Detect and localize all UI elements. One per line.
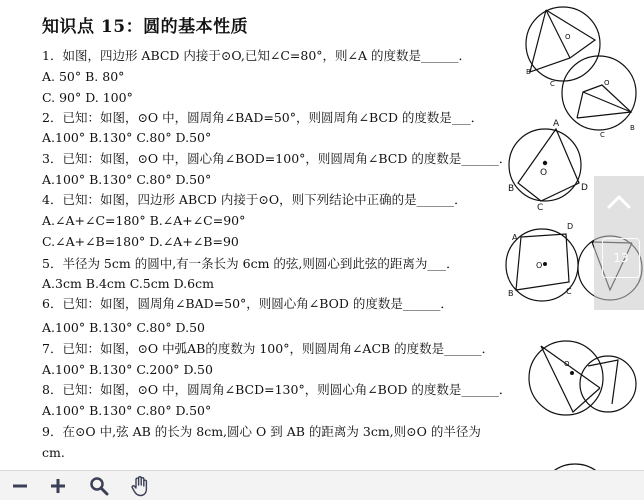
chevron-up-icon <box>606 194 632 210</box>
question-7-options: A.100° B.130° C.200° D.50 <box>42 362 213 377</box>
page-up-button[interactable] <box>594 182 644 222</box>
figure-2-label-b: B <box>630 124 635 132</box>
search-button[interactable] <box>87 474 111 498</box>
question-2: 2．已知：如图，⊙O 中，圆周角∠BAD=50°，则圆周角∠BCD 的度数是___． <box>42 110 484 125</box>
page-indicator[interactable]: 13 <box>602 238 640 278</box>
figure-3-circle <box>508 119 588 213</box>
figure-2-label-o: O <box>604 79 610 87</box>
question-5-options: A.3cm B.4cm C.5cm D.6cm <box>42 276 214 291</box>
minus-icon <box>11 477 29 495</box>
figure-1-label-c: C <box>550 80 555 88</box>
question-9-continued: cm. <box>42 445 65 460</box>
question-9: 9．在⊙O 中,弦 AB 的长为 8cm,圆心 O 到 AB 的距离为 3cm,则⊙O 的半径为 <box>42 424 481 439</box>
figure-4-label-b: B <box>508 289 514 298</box>
question-6: 6．已知：如图，圆周角∠BAD=50°，则圆心角∠BOD 的度数是______． <box>42 296 453 311</box>
figure-2-circle <box>562 56 636 139</box>
question-3: 3．已知：如图，⊙O 中，圆心角∠BOD=100°，则圆周角∠BCD 的度数是______． <box>42 151 512 166</box>
question-4: 4．已知：如图，四边形 ABCD 内接于⊙O，则下列结论中正确的是______． <box>42 192 467 207</box>
hand-icon <box>130 475 150 497</box>
figure-5-label-o: O <box>564 360 570 368</box>
figure-3-label-c: C <box>537 203 544 213</box>
question-1: 1．如图，四边形 ABCD 内接于⊙O,已知∠C=80°，则∠A 的度数是______． <box>42 48 472 63</box>
question-8: 8．已知：如图，⊙O 中，圆周角∠BCD=130°，则圆心角∠BOD 的度数是______． <box>42 382 512 397</box>
pan-hand-button[interactable] <box>128 474 152 498</box>
figure-4-label-c: C <box>566 287 572 296</box>
figure-1-label-o: O <box>565 33 571 41</box>
zoom-out-button[interactable] <box>8 474 32 498</box>
plus-icon <box>49 477 67 495</box>
viewer-toolbar <box>0 470 644 500</box>
question-1-options-ab: A. 50° B. 80° <box>42 69 125 84</box>
zoom-in-button[interactable] <box>46 474 70 498</box>
figure-4-label-d: D <box>567 222 574 231</box>
figure-4-label-a: A <box>512 233 518 242</box>
figure-3-label-o: O <box>540 168 548 178</box>
figure-1-label-b: B <box>526 68 531 76</box>
search-icon <box>89 476 109 496</box>
figure-3-label-a: A <box>553 119 560 129</box>
question-8-options: A.100° B.130° C.80° D.50° <box>42 403 212 418</box>
question-4-options-cd: C.∠A+∠B=180° D.∠A+∠B=90 <box>42 234 239 249</box>
question-6-options: A.100° B.130° C.80° D.50 <box>42 320 206 335</box>
question-2-options: A.100° B.130° C.80° D.50° <box>42 130 212 145</box>
question-4-options-ab: A.∠A+∠C=180° B.∠A+∠C=90° <box>42 213 246 228</box>
figure-5b-circle <box>580 356 636 412</box>
figure-3-label-d: D <box>581 183 588 193</box>
figure-4-circle <box>506 222 578 301</box>
figure-2-label-c: C <box>600 131 605 139</box>
question-7: 7．已知：如图，⊙O 中弧AB的度数为 100°，则圆周角∠ACB 的度数是______． <box>42 341 495 356</box>
question-1-options-cd: C. 90° D. 100° <box>42 90 133 105</box>
figure-4-label-o: O <box>536 261 543 270</box>
side-navigation-overlay <box>594 176 644 310</box>
figure-5-circle <box>529 341 603 415</box>
figure-3-label-b: B <box>508 184 515 194</box>
figure-1-circle <box>526 7 600 88</box>
page-title: 知识点 15：圆的基本性质 <box>42 17 249 37</box>
question-5: 5．半径为 5cm 的圆中,有一条长为 6cm 的弦,则圆心到此弦的距离为___． <box>42 256 459 271</box>
question-3-options: A.100° B.130° C.80° D.50° <box>42 172 212 187</box>
